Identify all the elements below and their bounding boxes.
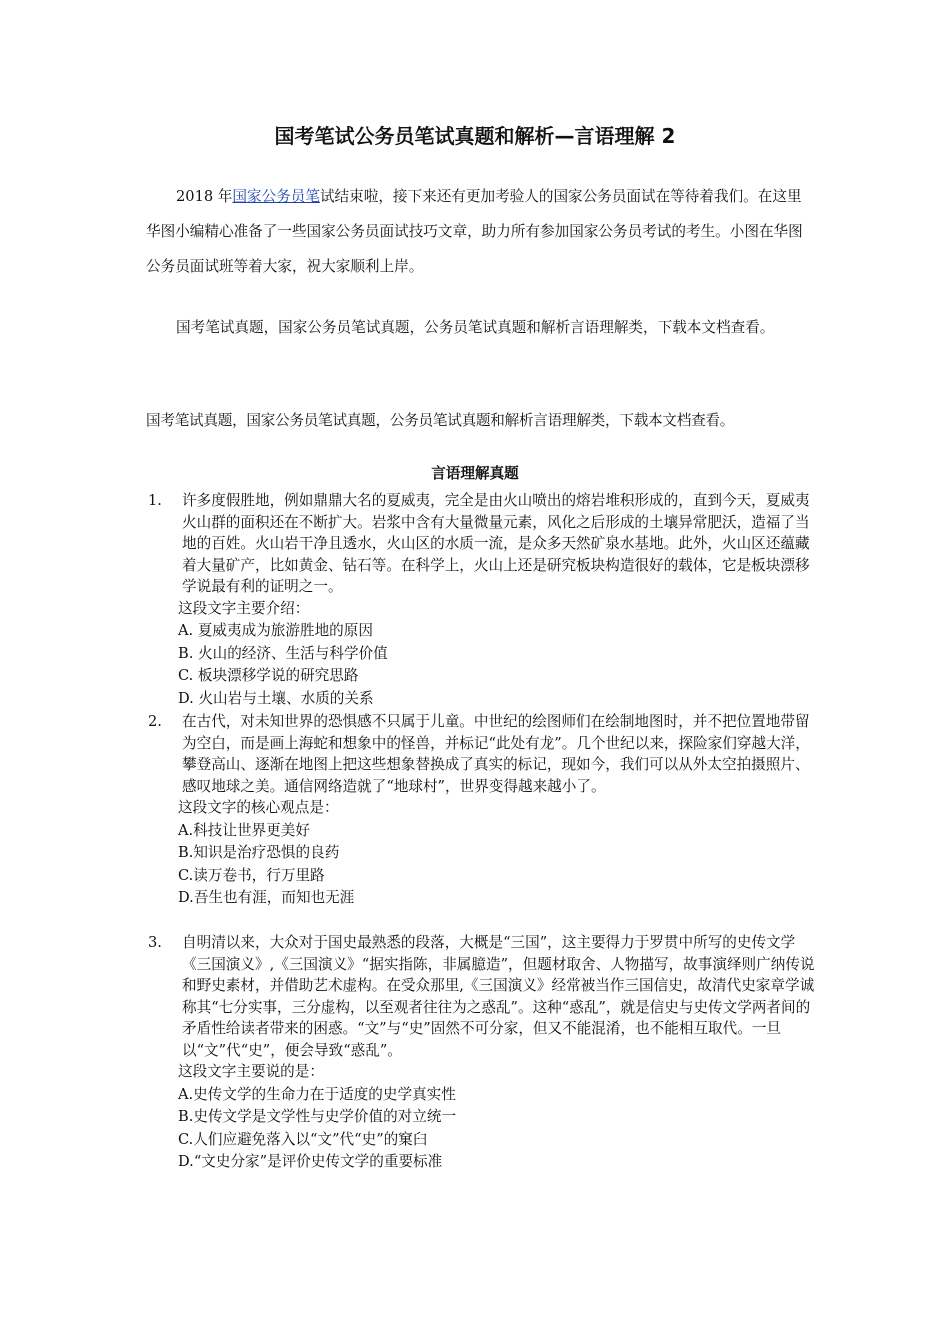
question-stem: 自明清以来，大众对于国史最熟悉的段落，大概是“三国”，这主要得力于罗贯中所写的史传文学《三国演义》,《三国演义》“据实指陈，非属臆造”，但题材取舍、人物描写，故事演绎则广纳传说和野史素材，并借助艺术虚构。在受众那里,《三国演义》经常被当作三国信史，故清代史家章学诚称其“七分实事，三分虚构，以至观者往往为之惑乱”。这种“惑乱”，就是信史与史传文学两者间的矛盾性给读者带来的困惑。“文”与“史”固然不可分家，但又不能混淆，也不能相互取代。一旦以“文”代“史”，便会导致“惑乱”。 (182, 934, 815, 1059)
question-number: 2. (148, 713, 162, 730)
question-prompt: 这段文字主要介绍： (178, 599, 310, 617)
download-paragraph-1: 国考笔试真题，国家公务员笔试真题，公务员笔试真题和解析言语理解类，下载本文档查看。 (176, 319, 775, 336)
option-a: A.史传文学的生命力在于适度的史学真实性 (178, 1085, 456, 1103)
download-paragraph-2: 国考笔试真题，国家公务员笔试真题，公务员笔试真题和解析言语理解类，下载本文档查看。 (146, 412, 735, 429)
question-stem: 在古代，对未知世界的恐惧感不只属于儿童。中世纪的绘图师们在绘制地图时，并不把位置地带留为空白，而是画上海蛇和想象中的怪兽，并标记“此处有龙”。几个世纪以来，探险家们穿越大洋，攀登高山、逐渐在地图上把这些想象替换成了真实的标记，现如今，我们可以从外太空拍摄照片、感叹地球之美。通信网络造就了“地球村”，世界变得越来越小了。 (182, 713, 810, 795)
intro-paragraph (146, 179, 814, 284)
question-number: 1. (148, 492, 162, 509)
option-b: B.知识是治疗恐惧的良药 (178, 844, 340, 861)
option-d: D.吾生也有涯，而知也无涯 (178, 889, 355, 906)
option-c: C. 板块漂移学说的研究思路 (178, 667, 359, 684)
intro-year-text: 2018 年 (176, 188, 233, 205)
question-2 (146, 711, 816, 910)
option-c: C.读万卷书，行万里路 (178, 866, 325, 884)
question-1 (146, 490, 816, 710)
option-a: A.科技让世界更美好 (178, 821, 310, 839)
question-prompt: 这段文字的核心观点是： (178, 799, 339, 816)
option-c: C.人们应避免落入以“文”代“史”的窠臼 (178, 1130, 428, 1148)
question-number: 3. (148, 934, 162, 951)
question-3 (146, 932, 816, 1174)
question-stem: 许多度假胜地，例如鼎鼎大名的夏威夷，完全是由火山喷出的熔岩堆积形成的，直到今天，夏威夷火山群的面积还在不断扩大。岩浆中含有大量微量元素，风化之后形成的土壤异常肥沃，造福了当地的百姓。火山岩干净且透水，火山区的水质一流，是众多天然矿泉水基地。此外，火山区还蕴藏着大量矿产，比如黄金、钻石等。在科学上，火山上还是研究板块构造很好的载体，它是板块漂移学说最有利的证明之一。 (182, 492, 810, 595)
option-d: D. 火山岩与土壤、水质的关系 (178, 689, 374, 707)
option-b: B.史传文学是文学性与史学价值的对立统一 (178, 1108, 457, 1125)
option-b: B. 火山的经济、生活与科学价值 (178, 644, 388, 662)
civil-service-exam-link[interactable]: 国家公务员笔 (232, 188, 320, 205)
option-a: A. 夏威夷成为旅游胜地的原因 (178, 622, 373, 639)
option-d: D.“文史分家”是评价史传文学的重要标准 (178, 1153, 443, 1170)
section-heading: 言语理解真题 (431, 465, 519, 482)
intro-body-text: 试结束啦，接下来还有更加考验人的国家公务员面试在等待着我们。在这里华图小编精心准备了一些国家公务员面试技巧文章，助力所有参加国家公务员考试的考生。小图在华图公务员面试班等着大家，祝大家顺利上岸。 (146, 188, 803, 275)
question-prompt: 这段文字主要说的是： (178, 1063, 324, 1080)
document-title: 国考笔试公务员笔试真题和解析—言语理解 2 (274, 124, 676, 148)
